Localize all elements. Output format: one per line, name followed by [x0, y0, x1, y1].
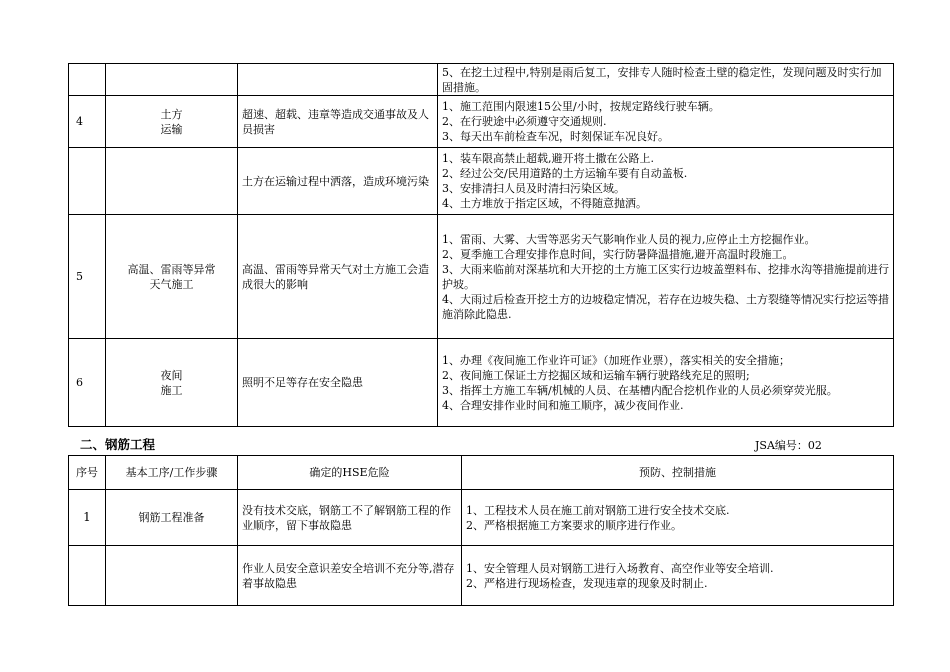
- hse-hazard: 照明不足等存在安全隐患: [238, 339, 438, 427]
- control-measures: [438, 64, 894, 96]
- jsa-number: JSA编号：02: [755, 439, 822, 452]
- section-title: 二、钢筋工程: [80, 437, 156, 452]
- table-row: [69, 96, 894, 148]
- measure-item: 3、大雨来临前对深基坑和大开挖的土方施工区实行边坡盖塑料布、挖排水沟等措施提前进行护坡。: [442, 262, 889, 291]
- measure-item: 4、土方堆放于指定区域，不得随意抛洒。: [442, 197, 647, 210]
- control-measures: [438, 215, 894, 339]
- hse-hazard: 超速、超载、违章等造成交通事故及人员损害: [238, 96, 438, 148]
- measure-item: 1、施工范围内限速15公里/小时，按规定路线行驶车辆。: [442, 100, 720, 113]
- table-row: [69, 64, 894, 96]
- measure-item: 2、夜间施工保证土方挖掘区域和运输车辆行驶路线充足的照明;: [442, 368, 750, 382]
- row-number: [69, 64, 106, 96]
- work-step: [106, 546, 238, 606]
- measure-item: 1、安全管理人员对钢筋工进行入场教育、高空作业等安全培训.: [466, 561, 774, 575]
- control-measures: [462, 490, 894, 546]
- work-step-line: 高温、雷雨等异常: [127, 262, 216, 276]
- control-measures: [438, 148, 894, 215]
- hse-hazard: 作业人员安全意识差安全培训不充分等,潜存着事故隐患: [238, 546, 462, 606]
- control-measures: [462, 546, 894, 606]
- work-step-line: 施工: [160, 383, 183, 397]
- measure-item: 4、大雨过后检查开挖土方的边坡稳定情况，若存在边坡失稳、土方裂缝等情况实行挖运等措施消除此隐患.: [442, 292, 889, 321]
- work-step: [106, 148, 238, 215]
- work-step: [106, 215, 238, 339]
- work-step-line: 运输: [160, 122, 183, 136]
- header-measures: 预防、控制措施: [462, 456, 894, 490]
- measure-item: 1、工程技术人员在施工前对钢筋工进行安全技术交底.: [466, 503, 730, 517]
- measure-item: 3、安排清扫人员及时清扫污染区域。: [442, 182, 625, 195]
- table-row: [69, 546, 894, 606]
- table-row: [69, 339, 894, 427]
- work-step: 钢筋工程准备: [106, 490, 238, 546]
- table-row: [69, 490, 894, 546]
- header-hazard: 确定的HSE危险: [238, 456, 462, 490]
- row-number: [69, 546, 106, 606]
- hse-hazard: [238, 64, 438, 96]
- work-step-line: 天气施工: [149, 277, 194, 291]
- measure-item: 3、每天出车前检查车况，时刻保证车况良好。: [442, 130, 669, 143]
- work-step-line: 土方: [160, 107, 183, 121]
- control-measures: [438, 96, 894, 148]
- row-number: 4: [69, 96, 106, 148]
- table-header-row: [69, 456, 894, 490]
- measure-item: 1、办理《夜间施工作业许可证》（加班作业票），落实相关的安全措施；: [442, 353, 790, 367]
- measure-item: 2、严格根据施工方案要求的顺序进行作业。: [466, 518, 682, 532]
- hse-hazard: 没有技术交底，钢筋工不了解钢筋工程的作业顺序，留下事故隐患: [238, 490, 462, 546]
- measure-item: 2、夏季施工合理安排作息时间，实行防暑降温措施,避开高温时段施工。: [442, 247, 794, 261]
- hazard-table-earthwork: [68, 63, 894, 427]
- row-number: 1: [69, 490, 106, 546]
- measure-item: 3、指挥土方施工车辆/机械的人员、在基槽内配合挖机作业的人员必须穿荧光服。: [442, 383, 838, 397]
- hazard-table-rebar: [68, 455, 894, 606]
- header-step: 基本工序/工作步骤: [106, 456, 238, 490]
- measure-item: 5、在挖土过程中,特别是雨后复工，安排专人随时检查土壁的稳定性，发现问题及时实行加固措施。: [442, 65, 882, 94]
- table-row: [69, 215, 894, 339]
- work-step: [106, 339, 238, 427]
- measure-item: 2、严格进行现场检查，发现违章的现象及时制止.: [466, 576, 708, 590]
- row-number: [69, 148, 106, 215]
- measure-item: 1、装车限高禁止超载,避开将土撒在公路上.: [442, 152, 654, 165]
- work-step-line: 夜间: [160, 368, 183, 382]
- table-row: [69, 148, 894, 215]
- measure-item: 1、雷雨、大雾、大雪等恶劣天气影响作业人员的视力,应停止土方挖掘作业。: [442, 232, 816, 246]
- header-no: 序号: [69, 456, 106, 490]
- hse-hazard: 高温、雷雨等异常天气对土方施工会造成很大的影响: [238, 215, 438, 339]
- work-step: [106, 64, 238, 96]
- measure-item: 2、经过公交/民用道路的土方运输车要有自动盖板.: [442, 167, 688, 180]
- row-number: 5: [69, 215, 106, 339]
- row-number: 6: [69, 339, 106, 427]
- measure-item: 2、在行驶途中必须遵守交通规则.: [442, 115, 607, 128]
- work-step: [106, 96, 238, 148]
- measure-item: 4、合理安排作业时间和施工顺序，减少夜间作业.: [442, 398, 684, 412]
- control-measures: [438, 339, 894, 427]
- hse-hazard: 土方在运输过程中洒落，造成环境污染: [238, 148, 438, 215]
